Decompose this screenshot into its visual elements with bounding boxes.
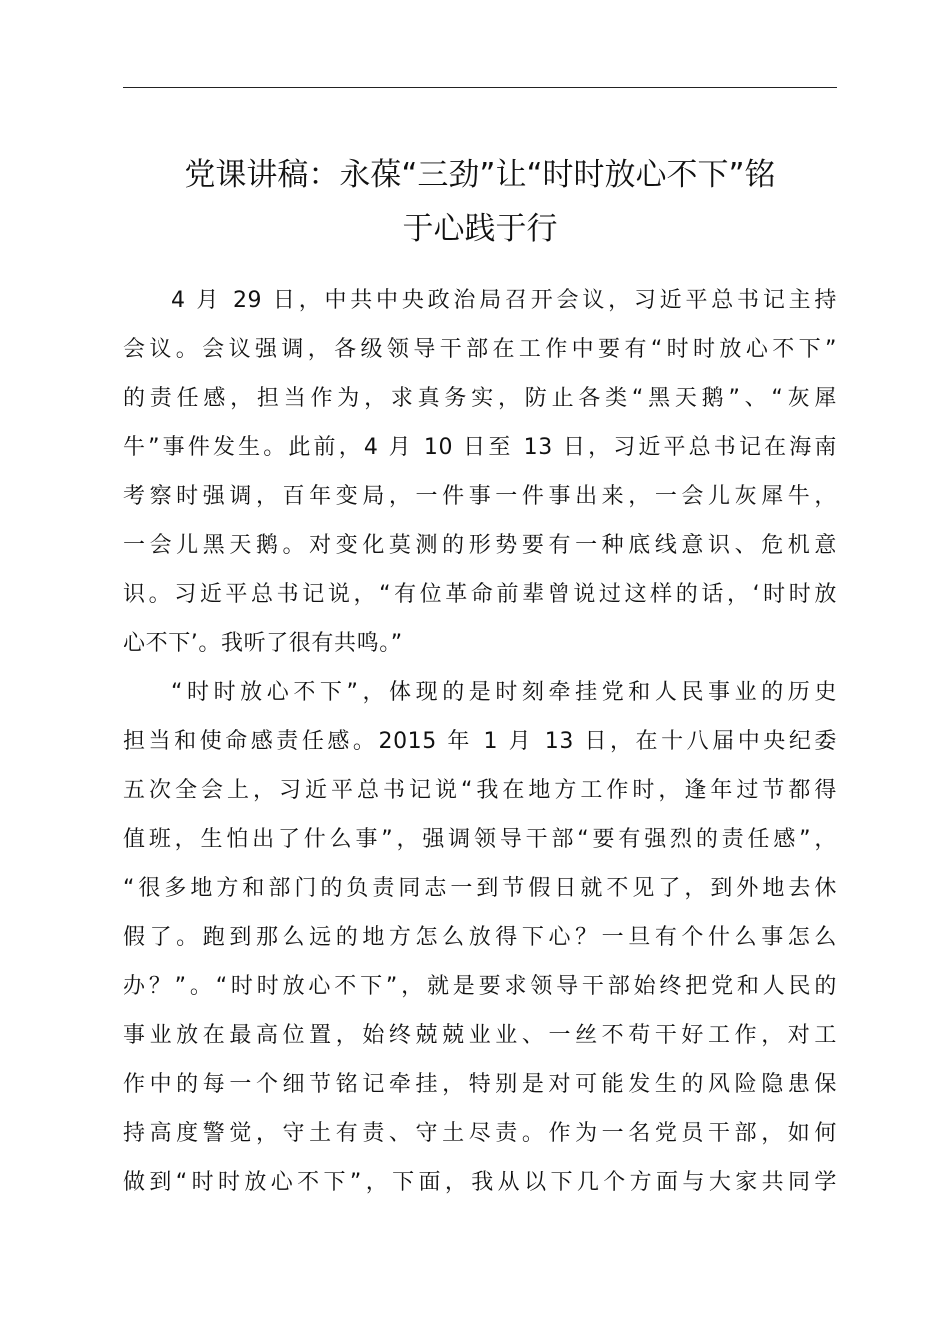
- paragraph-line: 五次全会上，习近平总书记说“我在地方工作时，逢年过节都得: [123, 778, 837, 803]
- header-rule: [123, 87, 837, 88]
- paragraph-line: 4 月 29 日，中共中央政治局召开会议，习近平总书记主持: [171, 288, 837, 313]
- paragraph-line: 心不下’。我听了很有共鸣。”: [123, 631, 403, 656]
- document-body: [123, 276, 837, 1207]
- paragraph-line: 一会儿黑天鹅。对变化莫测的形势要有一种底线意识、危机意: [123, 533, 837, 558]
- paragraph-line: 假了。跑到那么远的地方怎么放得下心？一旦有个什么事怎么: [123, 925, 837, 950]
- paragraph-line: 考察时强调，百年变局，一件事一件事出来，一会儿灰犀牛，: [123, 484, 837, 509]
- paragraph-line: 作中的每一个细节铭记牵挂，特别是对可能发生的风险隐患保: [123, 1072, 837, 1097]
- paragraph-line: 事业放在最高位置，始终兢兢业业、一丝不苟干好工作，对工: [123, 1023, 837, 1048]
- title-line-2: 于心践于行: [402, 211, 558, 247]
- paragraph-line: 办？”。“时时放心不下”，就是要求领导干部始终把党和人民的: [123, 974, 837, 999]
- paragraph-line: 会议。会议强调，各级领导干部在工作中要有“时时放心不下”: [123, 337, 837, 362]
- document-title: [110, 148, 850, 256]
- paragraph-2: [123, 668, 837, 1207]
- title-line-1: 党课讲稿：永葆“三劲”让“时时放心不下”铭: [184, 157, 776, 193]
- paragraph-1: [123, 276, 837, 668]
- paragraph-line: 担当和使命感责任感。2015 年 1 月 13 日，在十八届中央纪委: [123, 729, 837, 754]
- paragraph-line: 识。习近平总书记说，“有位革命前辈曾说过这样的话，‘时时放: [123, 582, 837, 607]
- paragraph-line: 持高度警觉，守土有责、守土尽责。作为一名党员干部，如何: [123, 1121, 837, 1146]
- paragraph-line: “时时放心不下”，体现的是时刻牵挂党和人民事业的历史: [171, 680, 837, 705]
- paragraph-line: 做到“时时放心不下”，下面，我从以下几个方面与大家共同学: [123, 1170, 837, 1195]
- paragraph-line: 值班，生怕出了什么事”，强调领导干部“要有强烈的责任感”，: [123, 827, 837, 852]
- paragraph-line: 牛”事件发生。此前，4 月 10 日至 13 日，习近平总书记在海南: [123, 435, 837, 460]
- paragraph-line: “很多地方和部门的负责同志一到节假日就不见了，到外地去休: [123, 876, 837, 901]
- paragraph-line: 的责任感，担当作为，求真务实，防止各类“黑天鹅”、“灰犀: [123, 386, 837, 411]
